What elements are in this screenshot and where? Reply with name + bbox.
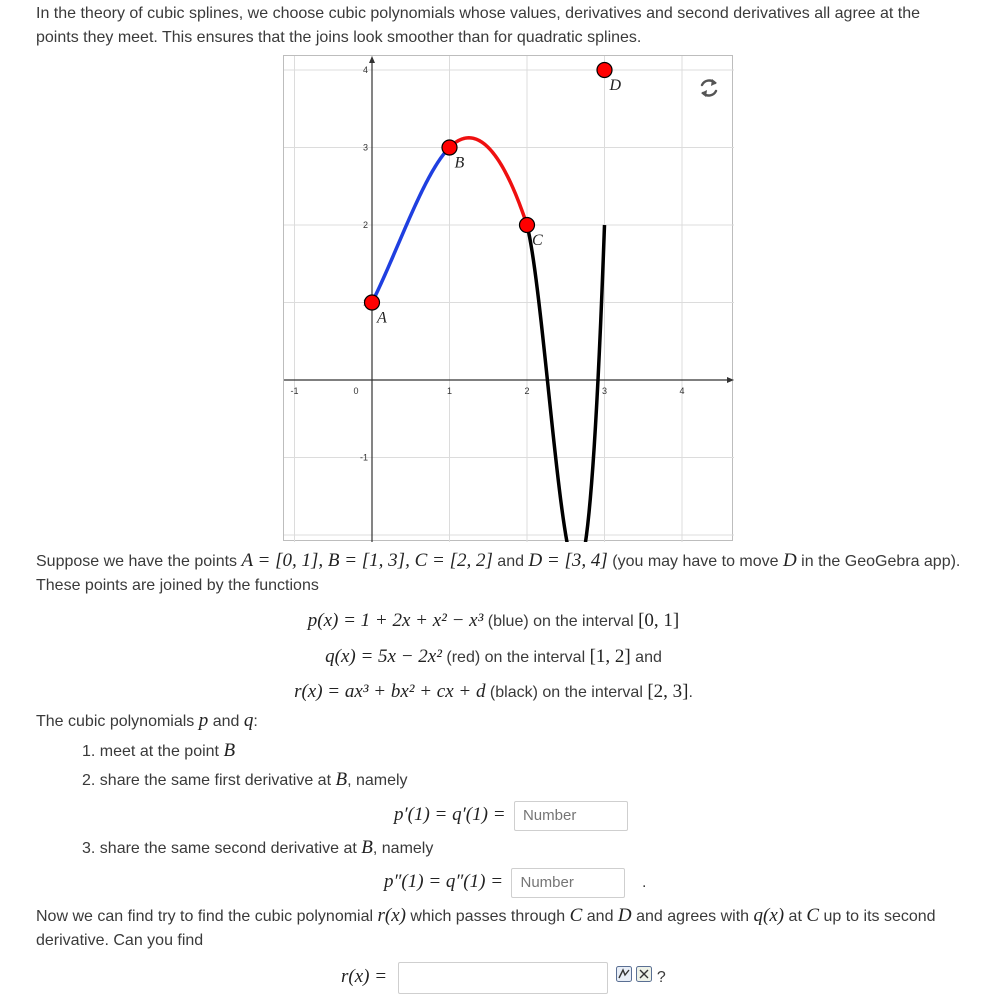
geogebra-graph[interactable] (283, 55, 733, 541)
y-tick-label: 2 (362, 220, 368, 230)
point-a[interactable] (365, 295, 380, 310)
curve-q (450, 138, 528, 225)
y-axis-arrow (369, 56, 375, 63)
x-tick-label: 2 (524, 386, 530, 396)
cubic-intro-t2: and (208, 713, 244, 730)
formula-editor-icon[interactable] (616, 961, 632, 995)
setup-t4: in the GeoGebra app). These points are joined by the functions (36, 553, 961, 594)
list-item-math: B (223, 740, 236, 761)
list-item-after: , namely (347, 772, 408, 789)
final-t3: and (582, 908, 618, 925)
second-derivative-input[interactable] (511, 868, 625, 898)
cubic-intro-t3: : (253, 713, 258, 730)
list-item-after: , namely (372, 840, 434, 857)
point-d[interactable] (597, 63, 612, 78)
intro-text: In the theory of cubic splines, we choose cubic polynomials whose values, derivatives and second derivatives all agree at the points they meet. This ensures that the joins look smoother than for quadratic splines. (36, 5, 921, 46)
eq2-after: . (641, 874, 647, 891)
x-tick-label: 3 (601, 386, 608, 396)
function-r-interval: [2, 3] (647, 681, 689, 702)
final-c2: C (806, 905, 820, 926)
refresh-icon[interactable] (701, 79, 717, 97)
point-label-b: B (454, 154, 465, 172)
function-q-suffix: and (630, 649, 662, 666)
curves (372, 138, 608, 542)
final-qx: q(x) (753, 905, 785, 926)
final-t5: at (784, 908, 807, 925)
equation-second-derivative (384, 866, 646, 898)
answer-input[interactable] (398, 962, 608, 994)
x-tick-label: -1 (290, 386, 299, 396)
preview-icon[interactable] (636, 961, 652, 995)
point-label-a: A (377, 309, 387, 327)
setup-t3: (you may have to move (607, 553, 783, 570)
graph-canvas[interactable] (284, 56, 734, 542)
list-item-text: share the same second derivative at (99, 840, 362, 857)
point-label-c: C (532, 232, 543, 249)
x-tick-label: 4 (679, 386, 685, 396)
function-r-math: r(x) = ax³ + bx² + cx + d (294, 681, 486, 702)
cubic-intro-t1: The cubic polynomials (36, 713, 199, 730)
final-rx: r(x) (377, 905, 406, 926)
function-p-interval: [0, 1] (638, 610, 680, 631)
cubic-intro-q: q (243, 710, 254, 731)
curve-r (527, 225, 608, 542)
list-item-num: 1. (82, 743, 96, 760)
setup-text (36, 549, 963, 598)
y-tick-label: 4 (362, 65, 368, 75)
final-t2: which passes through (405, 908, 570, 925)
y-tick-label: -1 (359, 452, 368, 463)
function-q-math: q(x) = 5x − 2x² (325, 646, 442, 667)
list-item-text: share the same first derivative at (99, 772, 336, 789)
final-d: D (617, 905, 632, 926)
grid (284, 56, 734, 542)
list-item-math: B (361, 837, 373, 858)
x-tick-label: 0 (353, 386, 359, 396)
function-p-math: p(x) = 1 + 2x + x² − x³ (307, 610, 484, 631)
function-r-text: (black) on the interval (485, 684, 648, 701)
final-t1: Now we can find try to find the cubic polynomial (36, 908, 378, 925)
x-axis-arrow (727, 377, 734, 383)
cubic-intro-p: p (198, 710, 209, 731)
final-text (36, 904, 963, 953)
point-b[interactable] (442, 140, 457, 155)
function-r-suffix: . (688, 684, 693, 701)
list-item-num: 3. (82, 840, 96, 857)
point-label-d: D (609, 77, 622, 94)
function-p (0, 608, 987, 635)
points-math: A = [0, 1], B = [1, 3], C = [2, 2] (241, 550, 493, 571)
list-item-3 (82, 836, 433, 861)
points[interactable] (362, 63, 622, 327)
list-item-text: meet at the point (99, 743, 224, 760)
final-c: C (569, 905, 583, 926)
equation-first-derivative (394, 799, 628, 831)
x-tick-label: 1 (446, 386, 453, 396)
point-c[interactable] (520, 218, 535, 233)
eq1-math: p′(1) = q′(1) = (394, 804, 506, 825)
cubic-intro (36, 709, 963, 734)
help-link[interactable]: ? (656, 969, 666, 986)
answer-math: r(x) = (341, 966, 388, 987)
eq2-math: p″(1) = q″(1) = (384, 871, 504, 892)
list-item-2 (82, 768, 408, 793)
function-q-text: (red) on the interval (441, 649, 590, 666)
function-q (0, 644, 987, 671)
function-q-interval: [1, 2] (589, 646, 631, 667)
d-only: D (782, 550, 797, 571)
final-t6: up to its second derivative. Can you find (36, 908, 936, 949)
answer-row (341, 960, 666, 994)
d-math: D = [3, 4] (528, 550, 608, 571)
setup-t1: Suppose we have the points (36, 553, 242, 570)
final-t4: and agrees with (631, 908, 754, 925)
list-item-num: 2. (82, 772, 96, 789)
first-derivative-input[interactable] (514, 801, 628, 831)
y-tick-label: 3 (362, 142, 368, 153)
list-item-1 (82, 739, 235, 764)
list-item-math: B (335, 769, 348, 790)
axes (284, 56, 734, 542)
setup-t2: and (492, 553, 529, 570)
function-r (0, 679, 987, 706)
function-p-text: (blue) on the interval (483, 613, 639, 630)
